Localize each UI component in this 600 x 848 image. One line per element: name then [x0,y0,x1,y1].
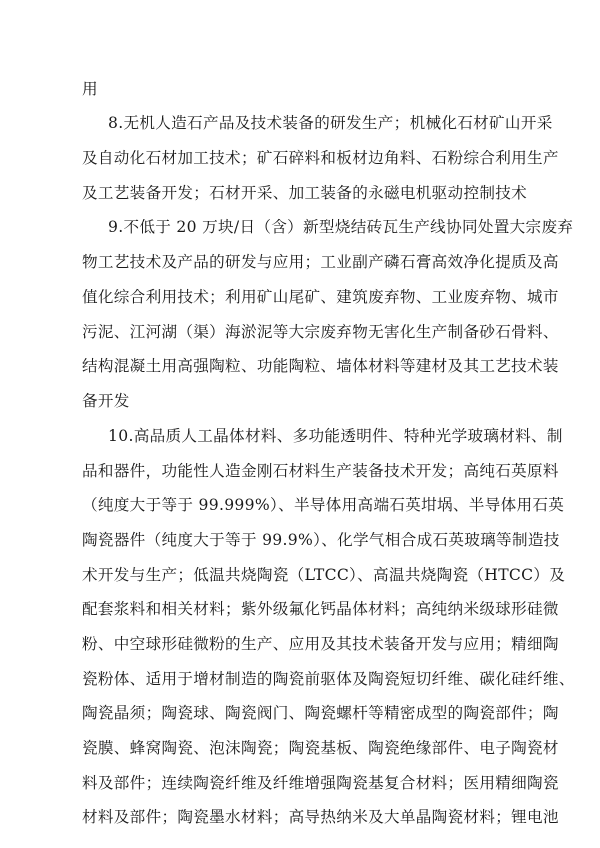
text-line: 粉、中空球形硅微粉的生产、应用及其技术装备开发与应用；精细陶 [82,635,559,653]
text-line: 8.无机人造石产品及技术装备的研发生产；机械化石材矿山开采 [108,114,553,132]
text-line: （纯度大于等于 99.999%）、半导体用高端石英坩埚、半导体用石英 [82,496,565,514]
text-line: 瓷粉体、适用于增材制造的陶瓷前驱体及陶瓷短切纤维、碳化硅纤维、 [82,670,575,688]
text-line: 10.高品质人工晶体材料、多功能透明件、特种光学玻璃材料、制 [108,427,563,445]
text-line: 用 [82,80,98,98]
text-line: 配套浆料和相关材料；紫外级氟化钙晶体材料；高纯纳米级球形硅微 [82,600,559,618]
text-line: 9.不低于 20 万块/日（含）新型烧结砖瓦生产线协同处置大宗废弃 [108,218,574,236]
text-line: 及自动化石材加工技术；矿石碎料和板材边角料、石粉综合利用生产 [82,149,559,167]
text-line: 材料及部件；陶瓷墨水材料；高导热纳米及大单晶陶瓷材料；锂电池 [82,808,559,826]
text-line: 品和器件，功能性人造金刚石材料生产装备技术开发；高纯石英原料 [82,462,559,480]
text-line: 术开发与生产；低温共烧陶瓷（LTCC）、高温共烧陶瓷（HTCC）及 [82,566,566,584]
text-line: 污泥、江河湖（渠）海淤泥等大宗废弃物无害化生产制备砂石骨料、 [82,323,559,341]
text-line: 物工艺技术及产品的研发与应用；工业副产磷石膏高效净化提质及高 [82,253,559,271]
text-line: 备开发 [82,392,130,410]
text-line: 陶瓷晶须；陶瓷球、陶瓷阀门、陶瓷螺杆等精密成型的陶瓷部件；陶 [82,704,559,722]
text-line: 结构混凝土用高强陶粒、功能陶粒、墙体材料等建材及其工艺技术装 [82,357,559,375]
text-line: 料及部件；连续陶瓷纤维及纤维增强陶瓷基复合材料；医用精细陶瓷 [82,774,559,792]
text-line: 值化综合利用技术；利用矿山尾矿、建筑废弃物、工业废弃物、城市 [82,288,559,306]
text-line: 陶瓷器件（纯度大于等于 99.9%）、化学气相合成石英玻璃等制造技 [82,531,560,549]
text-line: 瓷膜、蜂窝陶瓷、泡沫陶瓷；陶瓷基板、陶瓷绝缘部件、电子陶瓷材 [82,739,559,757]
text-line: 及工艺装备开发；石材开采、加工装备的永磁电机驱动控制技术 [82,184,528,202]
